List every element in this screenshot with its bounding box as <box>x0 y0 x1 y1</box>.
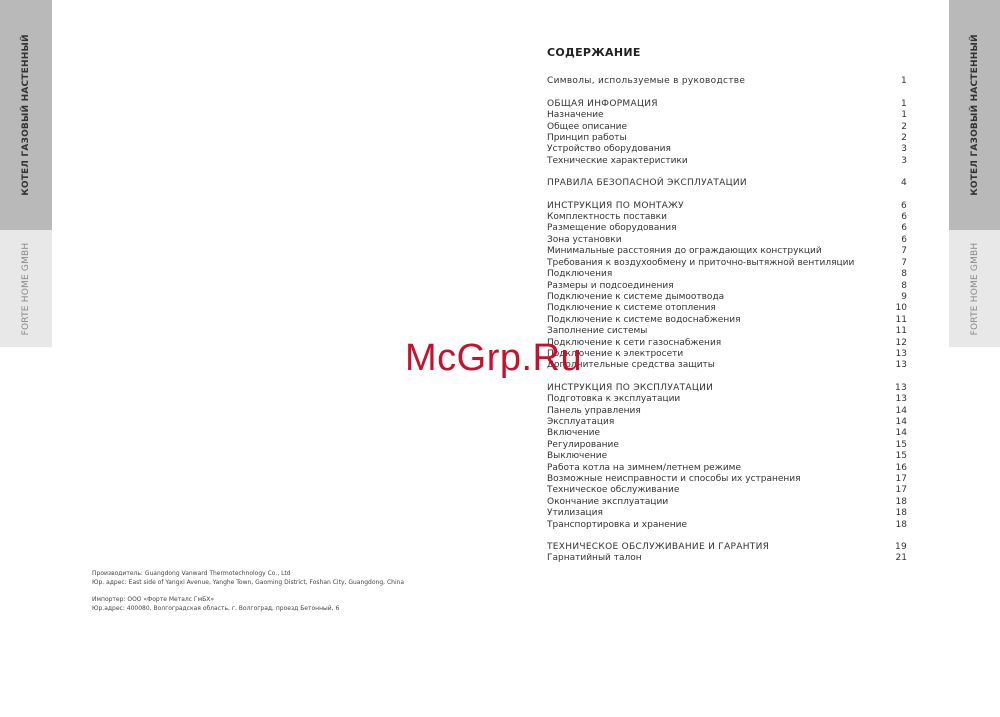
toc-section <box>547 383 907 531</box>
toc-entry-title: Подготовка к эксплуатации <box>547 394 681 405</box>
toc-section-heading-page: 4 <box>900 178 907 189</box>
toc-entry-page: 13 <box>895 394 907 405</box>
toc-entry <box>547 281 907 292</box>
toc-entry-title: Общее описание <box>547 121 628 132</box>
toc-entry-page: 15 <box>895 451 907 462</box>
toc-entry-page: 16 <box>895 462 907 473</box>
manufacturer-line: Производитель: Guangdong Vanward Thermotechnology Co., Ltd <box>92 570 291 577</box>
left-company-band <box>0 230 52 347</box>
toc-entry-title: Транспортировка и хранение <box>547 519 688 530</box>
left-side-tab <box>0 0 52 347</box>
toc-entry <box>547 133 907 144</box>
toc-entry-title: Размеры и подсоединения <box>547 280 674 291</box>
toc-entry-title: Размещение оборудования <box>547 223 677 234</box>
toc-entry-title: Подключение к системе водоснабжения <box>547 314 741 325</box>
toc-entry <box>547 406 907 417</box>
toc-entry-page: 7 <box>901 246 907 257</box>
toc-entry <box>547 360 907 371</box>
toc-entry-title: Назначение <box>547 110 604 121</box>
toc-section-heading <box>547 201 907 212</box>
toc-entry-page: 2 <box>901 121 907 132</box>
toc-entry <box>547 156 907 167</box>
toc-entry-title: Подключение к сети газоснабжения <box>547 337 722 348</box>
toc-section-heading-title: ТЕХНИЧЕСКОЕ ОБСЛУЖИВАНИЕ И ГАРАНТИЯ <box>547 542 770 553</box>
toc-entry-title: Подключения <box>547 269 613 280</box>
toc-entry-title: Требования к воздухообмену и приточно-вытяжной вентиляции <box>547 257 855 268</box>
toc-entry <box>547 349 907 360</box>
table-of-contents <box>547 47 907 576</box>
right-side-tab <box>949 0 1000 347</box>
toc-entry-page: 9 <box>901 291 907 302</box>
toc-entry <box>547 269 907 280</box>
toc-section <box>547 178 907 189</box>
toc-entry-page: 2 <box>901 133 907 144</box>
toc-entry <box>547 451 907 462</box>
left-product-label: КОТЕЛ ГАЗОВЫЙ НАСТЕННЫЙ <box>21 34 31 196</box>
toc-section-heading <box>547 383 907 394</box>
toc-entry-page: 10 <box>895 303 907 314</box>
left-company-label: FORTE HOME GMBH <box>21 242 31 335</box>
toc-entry-page: 14 <box>895 416 907 427</box>
toc-entry-title: Заполнение системы <box>547 326 648 337</box>
toc-entry-page: 21 <box>895 553 907 564</box>
toc-entry-page: 18 <box>895 519 907 530</box>
toc-entry <box>547 258 907 269</box>
manufacturer-block <box>92 569 404 587</box>
toc-section-heading-page: 13 <box>894 382 907 393</box>
toc-sections <box>547 76 907 564</box>
toc-entry-page: 14 <box>895 428 907 439</box>
toc-section-heading <box>547 178 907 189</box>
toc-entry-title: Минимальные расстояния до ограждающих конструкций <box>547 246 822 257</box>
toc-entry-page: 13 <box>895 348 907 359</box>
toc-section-heading-title: ИНСТРУКЦИЯ ПО МОНТАЖУ <box>547 200 684 211</box>
toc-entry-title: Выключение <box>547 451 608 462</box>
toc-entry-title: Подключение к электросети <box>547 348 684 359</box>
toc-section-heading-title: ОБЩАЯ ИНФОРМАЦИЯ <box>547 98 658 109</box>
toc-section <box>547 76 907 87</box>
toc-entry-page: 11 <box>895 314 907 325</box>
toc-entry-title: Панель управления <box>547 405 641 416</box>
toc-entry-title: Окончание эксплуатации <box>547 496 669 507</box>
toc-entry-title: Зона установки <box>547 234 622 245</box>
toc-entry-page: 18 <box>895 508 907 519</box>
toc-entry <box>547 553 907 564</box>
toc-entry-page: 17 <box>895 474 907 484</box>
toc-entry-page: 8 <box>901 269 907 280</box>
toc-entry-title: Эксплуатация <box>547 416 615 427</box>
toc-entry <box>547 463 907 474</box>
toc-entry <box>547 292 907 303</box>
toc-entry-page: 1 <box>901 110 907 121</box>
toc-entry-page: 6 <box>901 234 907 245</box>
toc-entry <box>547 110 907 121</box>
toc-entry-title: Утилизация <box>547 508 603 519</box>
toc-section-heading-page: 1 <box>900 76 907 87</box>
toc-entry-page: 7 <box>901 257 907 268</box>
toc-entry <box>547 338 907 349</box>
toc-entry <box>547 394 907 405</box>
toc-entry-page: 6 <box>901 223 907 234</box>
toc-entry-page: 17 <box>895 485 907 496</box>
right-product-label: КОТЕЛ ГАЗОВЫЙ НАСТЕННЫЙ <box>969 34 980 196</box>
toc-entry-page: 3 <box>901 144 907 155</box>
toc-entry-title: Устройство оборудования <box>547 144 671 155</box>
toc-entry-title: Включение <box>547 428 601 439</box>
toc-entry <box>547 485 907 496</box>
toc-section-heading-title: ПРАВИЛА БЕЗОПАСНОЙ ЭКСПЛУАТАЦИИ <box>547 178 747 189</box>
toc-entry-title: Комплектность поставки <box>547 212 667 223</box>
toc-entry <box>547 315 907 326</box>
toc-entry <box>547 417 907 428</box>
toc-section-heading-page: 6 <box>900 200 907 211</box>
watermark: McGrp.Ru <box>405 337 583 379</box>
toc-entry <box>547 497 907 508</box>
toc-entry <box>547 246 907 257</box>
toc-entry <box>547 428 907 439</box>
toc-entry <box>547 212 907 223</box>
toc-entry-page: 11 <box>895 326 907 337</box>
toc-title: СОДЕРЖАНИЕ <box>547 46 641 59</box>
toc-entry-page: 18 <box>895 496 907 507</box>
toc-section-heading-title: ИНСТРУКЦИЯ ПО ЭКСПЛУАТАЦИИ <box>547 382 714 393</box>
toc-entry-title: Подключение к системе отопления <box>547 303 716 314</box>
toc-entry-title: Гарнатийный талон <box>547 553 642 564</box>
toc-entry-title: Принцип работы <box>547 133 627 144</box>
right-company-band <box>949 230 1000 347</box>
toc-entry-title: Возможные неисправности и способы их устранения <box>547 474 801 484</box>
toc-section-heading-page: 1 <box>900 98 907 109</box>
toc-entry <box>547 235 907 246</box>
credits <box>92 569 404 621</box>
toc-entry-title: Дополнительные средства защиты <box>547 360 715 371</box>
toc-entry-page: 8 <box>901 280 907 291</box>
toc-entry-title: Регулирование <box>547 439 619 450</box>
toc-section-heading <box>547 76 907 87</box>
toc-section-heading-page: 19 <box>894 542 907 553</box>
toc-entry <box>547 520 907 531</box>
toc-section-heading-title: Символы, используемые в руководстве <box>547 76 746 87</box>
toc-entry-title: Техническое обслуживание <box>547 485 680 496</box>
toc-section <box>547 542 907 565</box>
toc-entry <box>547 144 907 155</box>
toc-entry-title: Технические характеристики <box>547 155 688 166</box>
toc-section-heading <box>547 99 907 110</box>
right-product-band <box>949 0 1000 230</box>
toc-entry-page: 12 <box>895 337 907 348</box>
toc-entry <box>547 474 907 485</box>
toc-entry-page: 15 <box>895 439 907 450</box>
toc-entry <box>547 508 907 519</box>
toc-section-heading <box>547 542 907 553</box>
importer-address: Юр.адрес: 400080, Волгоградская область, г. Волгоград, проезд Бетонный, 6 <box>92 605 340 612</box>
manufacturer-address: Юр. адрес: East side of Yangxi Avenue, Yanghe Town, Gaoming District, Foshan City, Guangdong, China <box>92 579 405 586</box>
toc-entry-title: Работа котла на зимнем/летнем режиме <box>547 462 741 473</box>
toc-entry <box>547 326 907 337</box>
toc-entry <box>547 303 907 314</box>
toc-entry-page: 13 <box>895 360 907 371</box>
toc-entry-title: Подключение к системе дымоотвода <box>547 291 725 302</box>
importer-line: Импортер: ООО «Форте Металс ГмБХ» <box>92 596 214 603</box>
toc-entry-page: 14 <box>895 405 907 416</box>
importer-block <box>92 595 404 613</box>
toc-section <box>547 201 907 372</box>
toc-entry-page: 3 <box>901 155 907 166</box>
right-company-label: FORTE HOME GMBH <box>969 242 980 335</box>
toc-entry <box>547 440 907 451</box>
toc-entry <box>547 223 907 234</box>
toc-section <box>547 99 907 167</box>
left-product-band <box>0 0 52 230</box>
toc-entry-page: 6 <box>901 212 907 223</box>
toc-entry <box>547 122 907 133</box>
